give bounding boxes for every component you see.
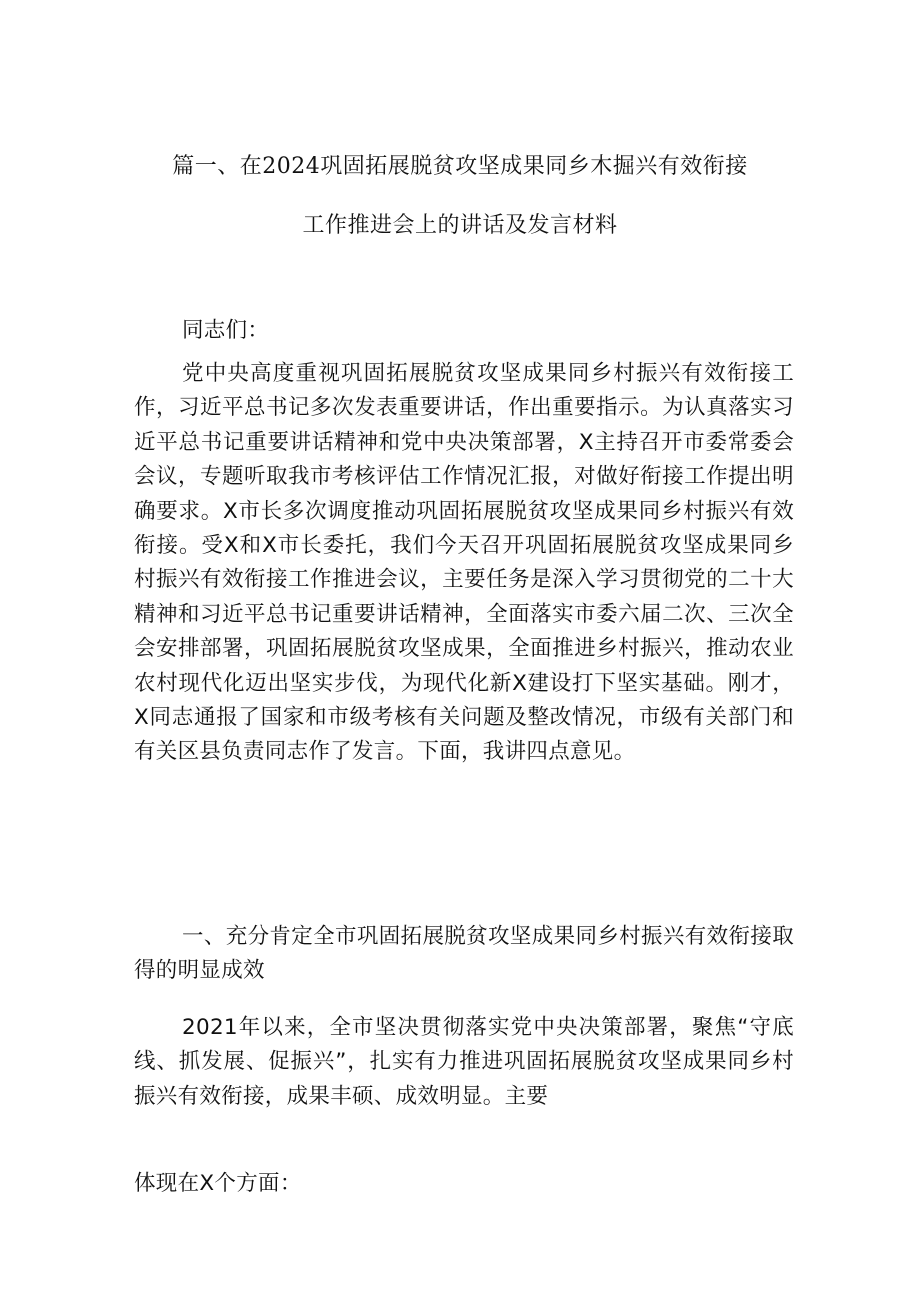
- document-title-line-2: 工作推进会上的讲话及发言材料: [302, 213, 618, 238]
- greeting: 同志们：: [182, 318, 270, 343]
- paragraph-1: 党中央高度重视巩固拓展脱贫攻坚成果同乡村振兴有效衔接工作，习近平总书记多次发表重要讲话，作出重要指示。为认真落实习近平总书记重要讲话精神和党中央决策部署，X主持召开市委常委会会议，专题听取我市考核评估工作情况汇报，对做好衔接工作提出明确要求。X市长多次调度推动巩固拓展脱贫攻坚成果同乡村振兴有效衔接。受X和X市长委托，我们今天召开巩固拓展脱贫攻坚成果同乡村振兴有效衔接工作推进会议，主要任务是深入学习贯彻党的二十大精神和习近平总书记重要讲话精神，全面落实市委六届二次、三次全会安排部署，巩固拓展脱贫攻坚成果，全面推进乡村振兴，推动农业农村现代化迈出坚实步伐，为现代化新X建设打下坚实基础。刚才，X同志通报了国家和市级考核有关问题及整改情况，市级有关部门和有关区县负责同志作了发言。下面，我讲四点意见。: [134, 361, 794, 765]
- paragraph-2: 2021年以来，全市坚决贯彻落实党中央决策部署，聚焦“守底线、抓发展、促振兴”，扎实有力推进巩固拓展脱贫攻坚成果同乡村振兴有效衔接，成果丰硕、成效明显。主要: [134, 1015, 794, 1109]
- section-heading-1: 一、充分肯定全市巩固拓展脱贫攻坚成果同乡村振兴有效衔接取得的明显成效: [134, 924, 794, 984]
- paragraph-2-continued: 体现在X个方面：: [134, 1171, 302, 1196]
- document-title-line-1: 篇一、在2024巩固拓展脱贫攻坚成果同乡木掘兴有效衔接: [172, 154, 748, 179]
